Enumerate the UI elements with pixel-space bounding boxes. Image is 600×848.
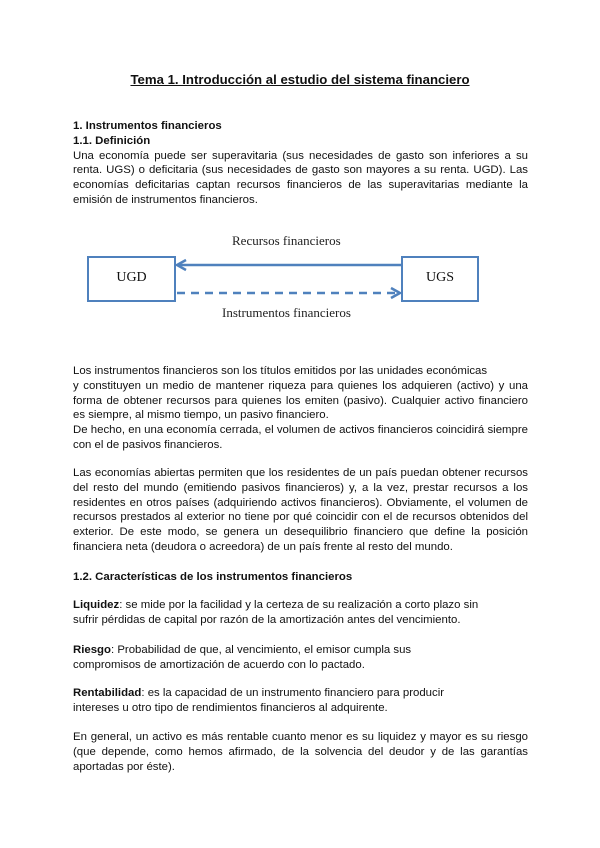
definition: : es la capacidad de un instrumento financiero para producir (141, 687, 445, 699)
definition: sufrir pérdidas de capital por razón de la amortización antes del vencimiento. (73, 613, 461, 626)
term: Riesgo (73, 644, 111, 656)
definition: : se mide por la facilidad y la certeza de su realización a corto plazo sin (119, 599, 479, 611)
document-title: Tema 1. Introducción al estudio del sistema financiero (130, 72, 470, 87)
definition: intereses u otro tipo de rendimientos financieros al adquirente. (73, 701, 388, 714)
paragraph-line: Los instrumentos financieros son los títulos emitidos por las unidades económicas (73, 365, 488, 377)
characteristic-liquidez (73, 598, 528, 628)
term: Rentabilidad (73, 687, 142, 699)
definition: : Probabilidad de que, al vencimiento, el emisor cumpla sus (110, 644, 412, 656)
definition-paragraph: Una economía puede ser superavitaria (sus necesidades de gasto son inferiores a su renta. UGS) o deficitaria (sus necesidades de gasto son mayores a su renta. UGD). Las economías deficitarias captan recursos financieros de las superavitarias mediante la emisión de instrumentos financieros. (73, 149, 528, 206)
characteristics-heading: 1.2. Características de los instrumentos financieros (73, 571, 353, 583)
open-economies-paragraph: Las economías abiertas permiten que los residentes de un país puedan obtener recursos del resto del mundo (emitiendo pasivos financieros) y, a la vez, prestar recursos a los residentes en otros países (adquiriendo activos financieros). Obviamente, el volumen de recursos prestados al exterior no tiene por qué coincidir con el de recursos obtenidos del exterior. De este modo, se genera un desequilibrio financiero que define la posición financiera neta (deudora o acreedora) de un país frente al resto del mundo. (73, 467, 528, 553)
ugs-label: UGS (425, 270, 454, 285)
subsection-heading: 1.1. Definición (73, 134, 151, 147)
term: Liquidez (73, 599, 120, 611)
section-1 (73, 119, 528, 208)
paragraph-text: y constituyen un medio de mantener riqueza para quienes los adquieren (activo) y una forma de obtener recursos para quienes los emiten (pasivo). Cualquier activo financiero es siempre, al mismo tiempo, un pasivo financiero. (73, 379, 528, 422)
characteristic-riesgo (73, 643, 528, 673)
instruments-paragraph (73, 364, 528, 453)
section-heading: 1. Instrumentos financieros (73, 120, 222, 132)
characteristic-rentabilidad (73, 686, 528, 716)
flow-diagram (60, 225, 540, 325)
instruments-label: Instrumentos financieros (222, 305, 351, 320)
definition: compromisos de amortización de acuerdo con lo pactado. (73, 658, 365, 671)
conclusion-paragraph: En general, un activo es más rentable cuanto menor es su liquidez y mayor es su riesgo (que depende, como hemos afirmado, de la solvencia del deudor y de las garantías aportadas por éste). (73, 731, 528, 773)
resources-label: Recursos financieros (232, 233, 341, 248)
ugd-label: UGD (116, 270, 147, 285)
paragraph-text: De hecho, en una economía cerrada, el volumen de activos financieros coincidirá siempre con el de pasivos financieros. (73, 424, 528, 451)
